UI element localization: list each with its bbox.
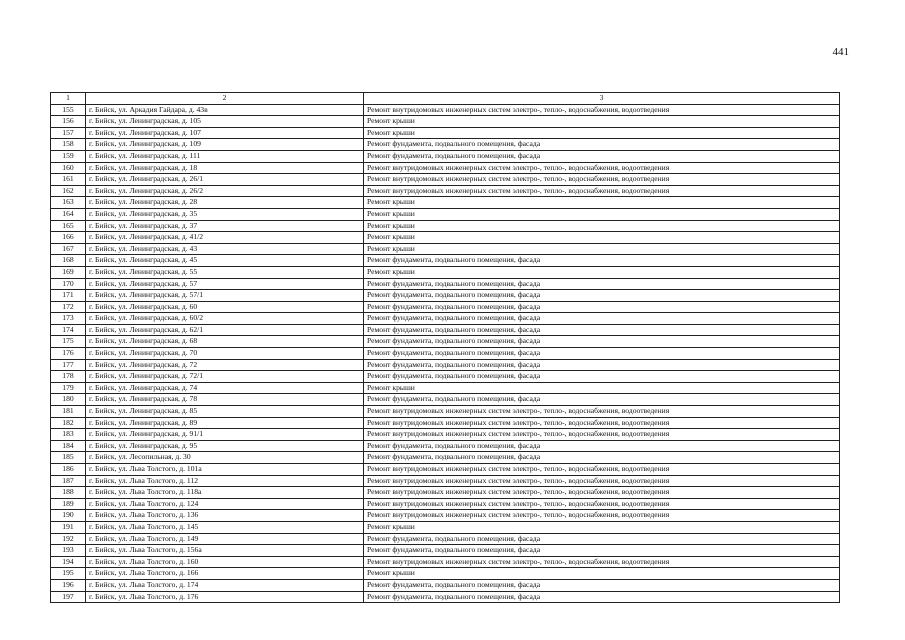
address-cell: г. Бийск, ул. Льва Толстого, д. 174	[86, 579, 364, 591]
table-row	[51, 545, 840, 557]
row-number-cell: 183	[51, 429, 86, 441]
work-type-cell: Ремонт крыши	[364, 266, 840, 278]
row-number-cell: 162	[51, 185, 86, 197]
column-header-address: 2	[86, 93, 364, 105]
work-type-cell: Ремонт фундамента, подвального помещения, фасада	[364, 290, 840, 302]
table-row	[51, 556, 840, 568]
table-row	[51, 243, 840, 255]
row-number-cell: 179	[51, 382, 86, 394]
work-type-cell: Ремонт внутридомовых инженерных систем электро-, тепло-, водоснабжения, водоотведения	[364, 185, 840, 197]
work-type-cell: Ремонт крыши	[364, 220, 840, 232]
address-cell: г. Бийск, ул. Ленинградская, д. 57/1	[86, 290, 364, 302]
row-number-cell: 164	[51, 208, 86, 220]
table-row	[51, 487, 840, 499]
address-cell: г. Бийск, ул. Ленинградская, д. 45	[86, 255, 364, 267]
table-row	[51, 394, 840, 406]
address-cell: г. Бийск, ул. Ленинградская, д. 41/2	[86, 232, 364, 244]
address-cell: г. Бийск, ул. Ленинградская, д. 37	[86, 220, 364, 232]
table-row	[51, 452, 840, 464]
table-body	[51, 93, 840, 603]
address-cell: г. Бийск, ул. Ленинградская, д. 26/1	[86, 174, 364, 186]
row-number-cell: 191	[51, 521, 86, 533]
work-type-cell: Ремонт внутридомовых инженерных систем электро-, тепло-, водоснабжения, водоотведения	[364, 556, 840, 568]
work-type-cell: Ремонт внутридомовых инженерных систем электро-, тепло-, водоснабжения, водоотведения	[364, 475, 840, 487]
row-number-cell: 169	[51, 266, 86, 278]
table-row	[51, 220, 840, 232]
row-number-cell: 155	[51, 104, 86, 116]
work-type-cell: Ремонт внутридомовых инженерных систем электро-, тепло-, водоснабжения, водоотведения	[364, 104, 840, 116]
row-number-cell: 170	[51, 278, 86, 290]
address-cell: г. Бийск, ул. Ленинградская, д. 60	[86, 301, 364, 313]
address-cell: г. Бийск, ул. Ленинградская, д. 26/2	[86, 185, 364, 197]
row-number-cell: 196	[51, 579, 86, 591]
row-number-cell: 177	[51, 359, 86, 371]
address-cell: г. Бийск, ул. Льва Толстого, д. 101а	[86, 464, 364, 476]
work-type-cell: Ремонт крыши	[364, 232, 840, 244]
table-row	[51, 475, 840, 487]
row-number-cell: 159	[51, 150, 86, 162]
row-number-cell: 168	[51, 255, 86, 267]
address-cell: г. Бийск, ул. Ленинградская, д. 91/1	[86, 429, 364, 441]
address-cell: г. Бийск, ул. Ленинградская, д. 85	[86, 406, 364, 418]
work-type-cell: Ремонт крыши	[364, 208, 840, 220]
address-cell: г. Бийск, ул. Льва Толстого, д. 156а	[86, 545, 364, 557]
address-cell: г. Бийск, ул. Ленинградская, д. 74	[86, 382, 364, 394]
column-header-number: 1	[51, 93, 86, 105]
work-type-cell: Ремонт фундамента, подвального помещения, фасада	[364, 150, 840, 162]
table-row	[51, 208, 840, 220]
work-type-cell: Ремонт крыши	[364, 568, 840, 580]
row-number-cell: 175	[51, 336, 86, 348]
table-row	[51, 127, 840, 139]
row-number-cell: 165	[51, 220, 86, 232]
table-row	[51, 150, 840, 162]
table-row	[51, 162, 840, 174]
row-number-cell: 190	[51, 510, 86, 522]
table-row	[51, 301, 840, 313]
table-row	[51, 417, 840, 429]
table-row	[51, 336, 840, 348]
address-cell: г. Бийск, ул. Ленинградская, д. 105	[86, 116, 364, 128]
row-number-cell: 189	[51, 498, 86, 510]
work-type-cell: Ремонт крыши	[364, 197, 840, 209]
work-type-cell: Ремонт внутридомовых инженерных систем электро-, тепло-, водоснабжения, водоотведения	[364, 498, 840, 510]
work-type-cell: Ремонт фундамента, подвального помещения, фасада	[364, 545, 840, 557]
address-cell: г. Бийск, ул. Ленинградская, д. 18	[86, 162, 364, 174]
table-row	[51, 266, 840, 278]
work-type-cell: Ремонт фундамента, подвального помещения, фасада	[364, 336, 840, 348]
row-number-cell: 185	[51, 452, 86, 464]
address-cell: г. Бийск, ул. Ленинградская, д. 72	[86, 359, 364, 371]
table-row	[51, 174, 840, 186]
row-number-cell: 173	[51, 313, 86, 325]
table-row	[51, 359, 840, 371]
table-row	[51, 324, 840, 336]
table-row	[51, 440, 840, 452]
address-cell: г. Бийск, ул. Ленинградская, д. 57	[86, 278, 364, 290]
work-type-cell: Ремонт фундамента, подвального помещения, фасада	[364, 278, 840, 290]
work-type-cell: Ремонт внутридомовых инженерных систем электро-, тепло-, водоснабжения, водоотведения	[364, 174, 840, 186]
table-row	[51, 510, 840, 522]
work-type-cell: Ремонт фундамента, подвального помещения, фасада	[364, 452, 840, 464]
row-number-cell: 193	[51, 545, 86, 557]
row-number-cell: 172	[51, 301, 86, 313]
address-cell: г. Бийск, ул. Ленинградская, д. 78	[86, 394, 364, 406]
address-cell: г. Бийск, ул. Аркадия Гайдара, д. 43в	[86, 104, 364, 116]
table-row	[51, 382, 840, 394]
address-cell: г. Бийск, ул. Ленинградская, д. 95	[86, 440, 364, 452]
address-cell: г. Бийск, ул. Ленинградская, д. 72/1	[86, 371, 364, 383]
table-row	[51, 104, 840, 116]
address-cell: г. Бийск, ул. Льва Толстого, д. 136	[86, 510, 364, 522]
address-cell: г. Бийск, ул. Льва Толстого, д. 118а	[86, 487, 364, 499]
address-cell: г. Бийск, ул. Ленинградская, д. 35	[86, 208, 364, 220]
table-row	[51, 464, 840, 476]
table-row	[51, 185, 840, 197]
address-cell: г. Бийск, ул. Ленинградская, д. 55	[86, 266, 364, 278]
row-number-cell: 176	[51, 348, 86, 360]
address-cell: г. Бийск, ул. Ленинградская, д. 89	[86, 417, 364, 429]
work-type-cell: Ремонт крыши	[364, 127, 840, 139]
work-type-cell: Ремонт крыши	[364, 116, 840, 128]
work-type-cell: Ремонт крыши	[364, 243, 840, 255]
row-number-cell: 174	[51, 324, 86, 336]
work-type-cell: Ремонт внутридомовых инженерных систем электро-, тепло-, водоснабжения, водоотведения	[364, 417, 840, 429]
address-cell: г. Бийск, ул. Льва Толстого, д. 166	[86, 568, 364, 580]
table-row	[51, 533, 840, 545]
work-type-cell: Ремонт фундамента, подвального помещения, фасада	[364, 579, 840, 591]
table-row	[51, 521, 840, 533]
address-cell: г. Бийск, ул. Ленинградская, д. 62/1	[86, 324, 364, 336]
address-cell: г. Бийск, ул. Льва Толстого, д. 145	[86, 521, 364, 533]
row-number-cell: 157	[51, 127, 86, 139]
address-cell: г. Бийск, ул. Льва Толстого, д. 112	[86, 475, 364, 487]
work-type-cell: Ремонт фундамента, подвального помещения, фасада	[364, 313, 840, 325]
work-type-cell: Ремонт фундамента, подвального помещения, фасада	[364, 348, 840, 360]
address-cell: г. Бийск, ул. Ленинградская, д. 43	[86, 243, 364, 255]
work-type-cell: Ремонт фундамента, подвального помещения, фасада	[364, 359, 840, 371]
work-type-cell: Ремонт внутридомовых инженерных систем электро-, тепло-, водоснабжения, водоотведения	[364, 487, 840, 499]
table-row	[51, 278, 840, 290]
table-header-row	[51, 93, 840, 105]
address-cell: г. Бийск, ул. Льва Толстого, д. 124	[86, 498, 364, 510]
work-type-cell: Ремонт фундамента, подвального помещения, фасада	[364, 591, 840, 603]
row-number-cell: 188	[51, 487, 86, 499]
table-row	[51, 197, 840, 209]
column-header-work-type: 3	[364, 93, 840, 105]
work-type-cell: Ремонт фундамента, подвального помещения, фасада	[364, 324, 840, 336]
address-cell: г. Бийск, ул. Льва Толстого, д. 160	[86, 556, 364, 568]
row-number-cell: 184	[51, 440, 86, 452]
table-row	[51, 406, 840, 418]
work-type-cell: Ремонт фундамента, подвального помещения, фасада	[364, 139, 840, 151]
address-cell: г. Бийск, ул. Лесопильная, д. 30	[86, 452, 364, 464]
work-type-cell: Ремонт внутридомовых инженерных систем электро-, тепло-, водоснабжения, водоотведения	[364, 429, 840, 441]
work-type-cell: Ремонт внутридомовых инженерных систем электро-, тепло-, водоснабжения, водоотведения	[364, 510, 840, 522]
address-cell: г. Бийск, ул. Ленинградская, д. 28	[86, 197, 364, 209]
table-row	[51, 255, 840, 267]
row-number-cell: 181	[51, 406, 86, 418]
table-row	[51, 579, 840, 591]
table-row	[51, 568, 840, 580]
row-number-cell: 156	[51, 116, 86, 128]
table-row	[51, 429, 840, 441]
row-number-cell: 178	[51, 371, 86, 383]
row-number-cell: 180	[51, 394, 86, 406]
row-number-cell: 161	[51, 174, 86, 186]
row-number-cell: 171	[51, 290, 86, 302]
work-type-cell: Ремонт фундамента, подвального помещения, фасада	[364, 301, 840, 313]
address-cell: г. Бийск, ул. Ленинградская, д. 109	[86, 139, 364, 151]
row-number-cell: 167	[51, 243, 86, 255]
work-type-cell: Ремонт крыши	[364, 382, 840, 394]
address-cell: г. Бийск, ул. Ленинградская, д. 68	[86, 336, 364, 348]
table-row	[51, 232, 840, 244]
address-cell: г. Бийск, ул. Ленинградская, д. 111	[86, 150, 364, 162]
table-row	[51, 290, 840, 302]
table-row	[51, 371, 840, 383]
table-row	[51, 591, 840, 603]
address-cell: г. Бийск, ул. Ленинградская, д. 60/2	[86, 313, 364, 325]
page-number: 441	[832, 46, 849, 58]
row-number-cell: 187	[51, 475, 86, 487]
work-type-cell: Ремонт фундамента, подвального помещения, фасада	[364, 394, 840, 406]
work-type-cell: Ремонт внутридомовых инженерных систем электро-, тепло-, водоснабжения, водоотведения	[364, 406, 840, 418]
work-type-cell: Ремонт фундамента, подвального помещения, фасада	[364, 440, 840, 452]
address-cell: г. Бийск, ул. Льва Толстого, д. 149	[86, 533, 364, 545]
row-number-cell: 158	[51, 139, 86, 151]
row-number-cell: 160	[51, 162, 86, 174]
work-type-cell: Ремонт фундамента, подвального помещения, фасада	[364, 533, 840, 545]
address-cell: г. Бийск, ул. Ленинградская, д. 107	[86, 127, 364, 139]
row-number-cell: 163	[51, 197, 86, 209]
table-row	[51, 498, 840, 510]
work-type-cell: Ремонт крыши	[364, 521, 840, 533]
table-row	[51, 116, 840, 128]
address-cell: г. Бийск, ул. Льва Толстого, д. 176	[86, 591, 364, 603]
repair-registry-table	[50, 92, 840, 603]
work-type-cell: Ремонт внутридомовых инженерных систем электро-, тепло-, водоснабжения, водоотведения	[364, 464, 840, 476]
row-number-cell: 186	[51, 464, 86, 476]
row-number-cell: 182	[51, 417, 86, 429]
row-number-cell: 195	[51, 568, 86, 580]
work-type-cell: Ремонт фундамента, подвального помещения, фасада	[364, 255, 840, 267]
work-type-cell: Ремонт фундамента, подвального помещения, фасада	[364, 371, 840, 383]
table-row	[51, 139, 840, 151]
row-number-cell: 192	[51, 533, 86, 545]
table-row	[51, 348, 840, 360]
table-row	[51, 313, 840, 325]
row-number-cell: 166	[51, 232, 86, 244]
work-type-cell: Ремонт внутридомовых инженерных систем электро-, тепло-, водоснабжения, водоотведения	[364, 162, 840, 174]
row-number-cell: 197	[51, 591, 86, 603]
row-number-cell: 194	[51, 556, 86, 568]
address-cell: г. Бийск, ул. Ленинградская, д. 70	[86, 348, 364, 360]
